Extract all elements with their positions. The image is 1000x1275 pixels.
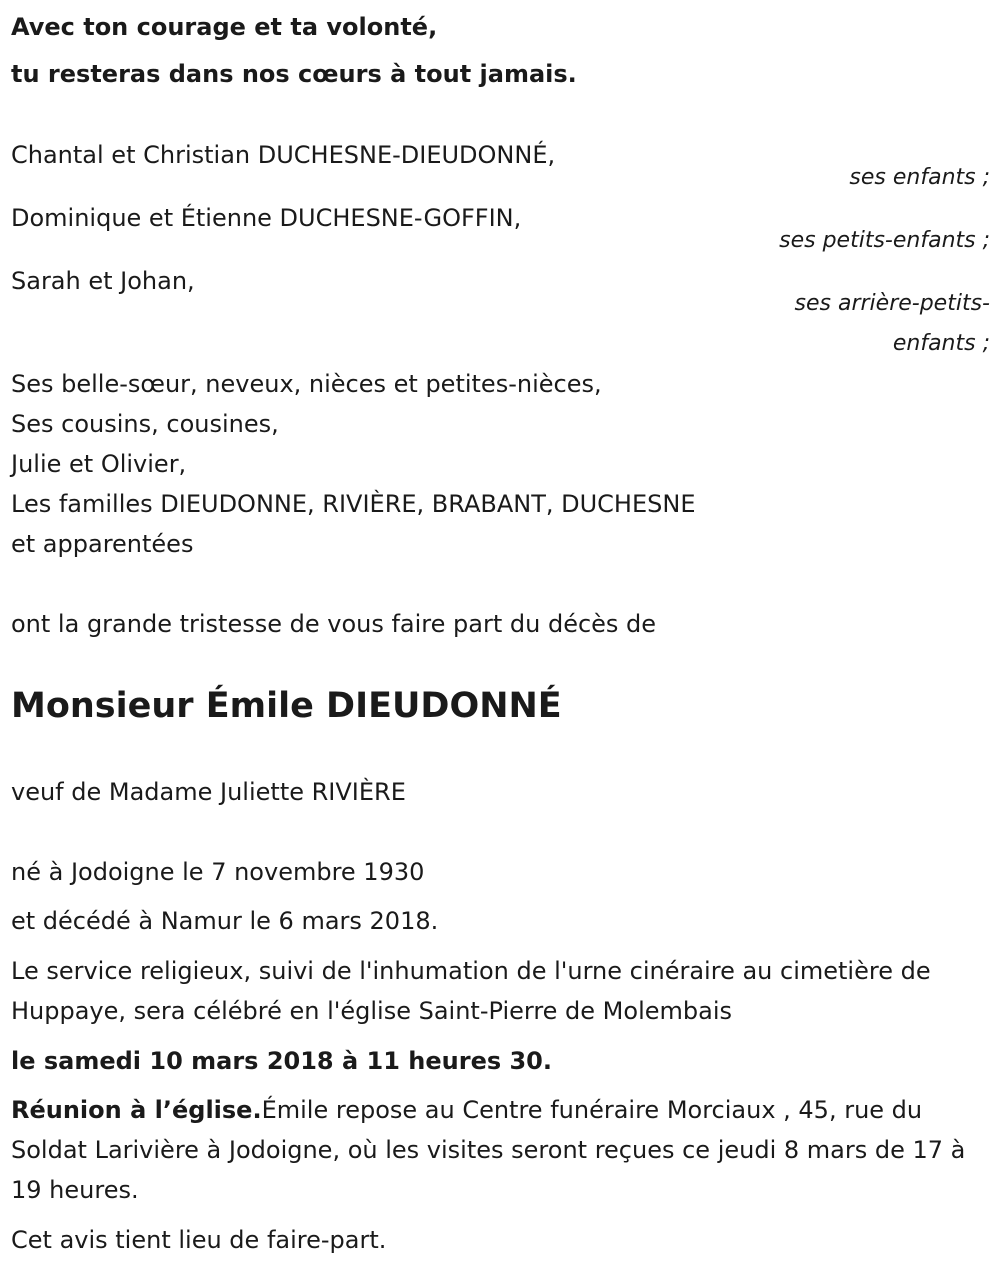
family-great-grandchildren-role-line-1: ses arrière-petits- (794, 291, 990, 316)
relatives-line-2: Ses cousins, cousines, (11, 410, 279, 438)
closing-text: Cet avis tient lieu de faire-part. (11, 1226, 387, 1254)
meeting-label: Réunion à l’église. (11, 1096, 262, 1124)
relatives-line-3: Julie et Olivier, (11, 450, 187, 478)
service-date: le samedi 10 mars 2018 à 11 heures 30. (11, 1047, 552, 1075)
motto-line-1: Avec ton courage et ta volonté, (11, 13, 438, 41)
motto-line-2: tu resteras dans nos cœurs à tout jamais. (11, 60, 577, 88)
death-text: et décédé à Namur le 6 mars 2018. (11, 907, 439, 935)
visitation-text: Émile repose au Centre funéraire Morciaux , 45, rue du Soldat Larivière à Jodoigne, où les visites seront reçues ce jeudi 8 mars de 17 à 19 heures. (11, 1096, 966, 1204)
service-paragraph: Le service religieux, suivi de l'inhumation de l'urne cinéraire au cimetière de Huppaye, sera célébré en l'église Saint-Pierre de Molembais (11, 957, 931, 1025)
announcement-text: ont la grande tristesse de vous faire part du décès de (11, 610, 657, 638)
family-children-role: ses enfants ; (849, 165, 990, 190)
family-great-grandchildren-names: Sarah et Johan, (11, 267, 195, 295)
family-children-names: Chantal et Christian DUCHESNE-DIEUDONNÉ, (11, 141, 556, 169)
deceased-name: Monsieur Émile DIEUDONNÉ (11, 686, 562, 726)
family-great-grandchildren-role-line-2: enfants ; (892, 331, 990, 356)
birth-text: né à Jodoigne le 7 novembre 1930 (11, 858, 425, 886)
family-grandchildren-names: Dominique et Étienne DUCHESNE-GOFFIN, (11, 204, 522, 232)
relatives-line-4: Les familles DIEUDONNE, RIVIÈRE, BRABANT, DUCHESNE (11, 490, 696, 518)
visitation-paragraph (11, 1090, 986, 1210)
spouse-text: veuf de Madame Juliette RIVIÈRE (11, 778, 406, 806)
family-grandchildren-role: ses petits-enfants ; (779, 228, 990, 253)
relatives-line-1: Ses belle-sœur, neveux, nièces et petites-nièces, (11, 370, 602, 398)
relatives-line-5: et apparentées (11, 530, 194, 558)
